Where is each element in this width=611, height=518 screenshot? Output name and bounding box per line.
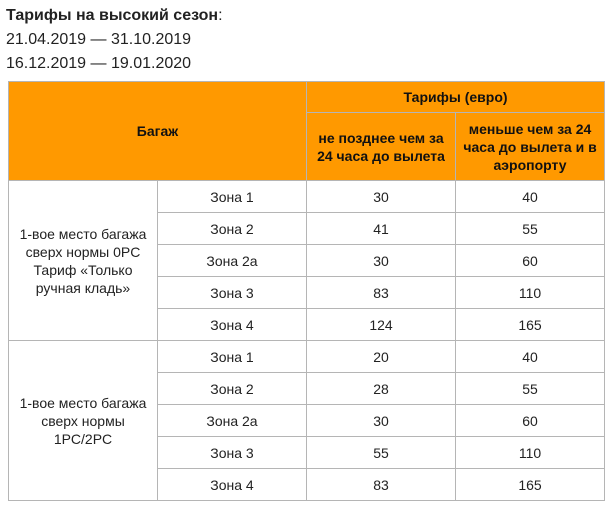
zone-cell: Зона 4 (158, 309, 307, 341)
table-row (9, 341, 605, 373)
early-price-cell: 124 (307, 309, 456, 341)
period-2: 16.12.2019 — 19.01.2020 (6, 55, 192, 72)
late-price-cell: 110 (456, 437, 605, 469)
zone-cell: Зона 1 (158, 181, 307, 213)
early-price-cell: 41 (307, 213, 456, 245)
baggage-header: Багаж (9, 82, 307, 181)
late-price-cell: 55 (456, 373, 605, 405)
early-price-cell: 28 (307, 373, 456, 405)
col-late-header: меньше чем за 24 часа до вылета и в аэропорту (456, 113, 605, 181)
zone-cell: Зона 2 (158, 373, 307, 405)
zone-cell: Зона 2а (158, 245, 307, 277)
early-price-cell: 83 (307, 469, 456, 501)
early-price-cell: 30 (307, 405, 456, 437)
zone-cell: Зона 3 (158, 437, 307, 469)
early-price-cell: 83 (307, 277, 456, 309)
early-price-cell: 30 (307, 245, 456, 277)
col-early-header: не позднее чем за 24 часа до вылета (307, 113, 456, 181)
zone-cell: Зона 2 (158, 213, 307, 245)
late-price-cell: 55 (456, 213, 605, 245)
late-price-cell: 110 (456, 277, 605, 309)
late-price-cell: 40 (456, 341, 605, 373)
early-price-cell: 20 (307, 341, 456, 373)
zone-cell: Зона 1 (158, 341, 307, 373)
late-price-cell: 60 (456, 245, 605, 277)
late-price-cell: 40 (456, 181, 605, 213)
season-heading (6, 4, 223, 28)
early-price-cell: 30 (307, 181, 456, 213)
zone-cell: Зона 4 (158, 469, 307, 501)
zone-cell: Зона 2а (158, 405, 307, 437)
tariffs-header: Тарифы (евро) (307, 82, 605, 113)
group-label-1pc-2pc: 1-вое место багажа сверх нормы 1PC/2PC (9, 341, 158, 501)
late-price-cell: 165 (456, 309, 605, 341)
season-title: Тарифы на высокий сезон (6, 7, 219, 24)
tariff-table (8, 81, 605, 501)
period-1: 21.04.2019 — 31.10.2019 (6, 31, 192, 48)
table-row (9, 181, 605, 213)
season-title-colon: : (218, 7, 223, 24)
group-label-0pc: 1-вое место багажа сверх нормы 0PC Тариф «Только ручная кладь» (9, 181, 158, 341)
zone-cell: Зона 3 (158, 277, 307, 309)
early-price-cell: 55 (307, 437, 456, 469)
late-price-cell: 165 (456, 469, 605, 501)
late-price-cell: 60 (456, 405, 605, 437)
